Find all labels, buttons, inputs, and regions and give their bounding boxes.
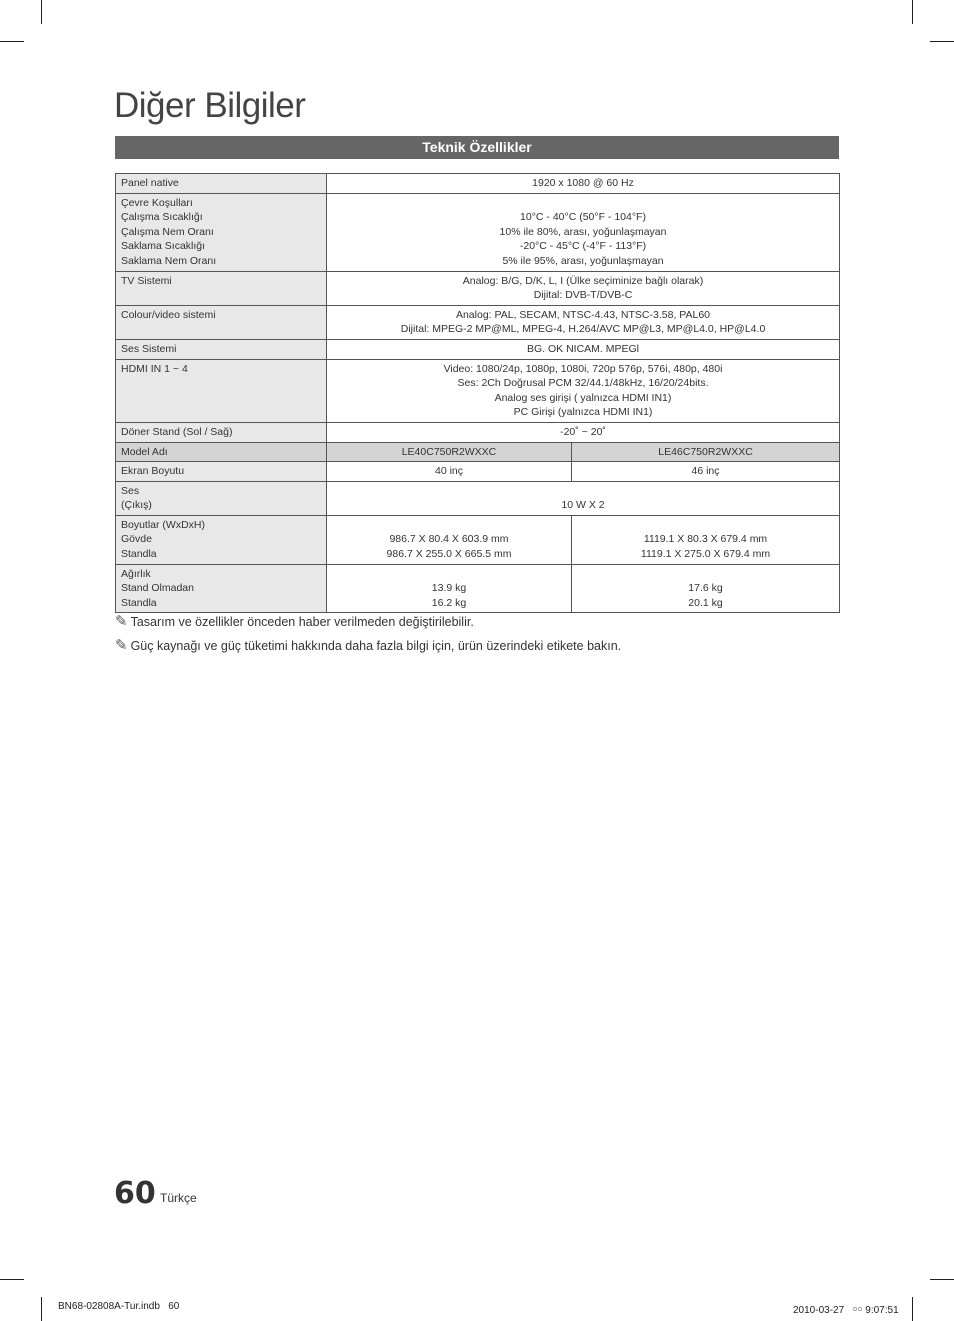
table-row xyxy=(116,462,840,482)
row-value: 10 W X 2 xyxy=(327,481,840,515)
row-value: BG. OK NICAM. MPEGl xyxy=(327,339,840,359)
row-value: 46 inç xyxy=(572,462,840,482)
section-title: Teknik Özellikler xyxy=(115,136,839,159)
row-label: Ekran Boyutu xyxy=(116,462,327,482)
page-title: Diğer Bilgiler xyxy=(114,86,306,125)
footer-timestamp: 2010-03-27 ￮￮ 9:07:51 xyxy=(793,1305,899,1316)
crop-mark xyxy=(0,1279,24,1280)
row-label: Ses Sistemi xyxy=(116,339,327,359)
row-value: Analog: PAL, SECAM, NTSC-4.43, NTSC-3.58, PAL60 Dijital: MPEG-2 MP@ML, MPEG-4, H.264/AVC MP@L3, MP@L4.0, HP@L4.0 xyxy=(327,305,840,339)
row-label: Panel native xyxy=(116,174,327,194)
crop-mark xyxy=(930,41,954,42)
table-row xyxy=(116,515,840,564)
row-value: Video: 1080/24p, 1080p, 1080i, 720p 576p, 576i, 480p, 480i Ses: 2Ch Doğrusal PCM 32/44.1/48kHz, 16/20/24bits. Analog ses girişi ( yalnızca HDMI IN1) PC Girişi (yalnızca HDMI IN1) xyxy=(327,359,840,422)
table-row xyxy=(116,359,840,422)
crop-mark xyxy=(912,0,913,24)
row-value: 1920 x 1080 @ 60 Hz xyxy=(327,174,840,194)
row-value: -20˚ ~ 20˚ xyxy=(327,422,840,442)
row-value: Analog: B/G, D/K, L, I (Ülke seçiminize bağlı olarak) Dijital: DVB-T/DVB-C xyxy=(327,271,840,305)
row-label: Colour/video sistemi xyxy=(116,305,327,339)
row-value: 17.6 kg 20.1 kg xyxy=(572,564,840,613)
row-label: Model Adı xyxy=(116,442,327,462)
table-row xyxy=(116,174,840,194)
table-row xyxy=(116,481,840,515)
row-value: 10°C - 40°C (50°F - 104°F) 10% ile 80%, arası, yoğunlaşmayan -20°C - 45°C (-4°F - 113°F) 5% ile 95%, arası, yoğunlaşmayan xyxy=(327,193,840,271)
row-value: LE46C750R2WXXC xyxy=(572,442,840,462)
footer-file: BN68-02808A-Tur.indb 60 xyxy=(58,1301,180,1312)
table-row xyxy=(116,271,840,305)
row-value: LE40C750R2WXXC xyxy=(327,442,572,462)
row-value: 13.9 kg 16.2 kg xyxy=(327,564,572,613)
pencil-note-icon: ✎ xyxy=(115,637,128,654)
note-text: Tasarım ve özellikler önceden haber verilmeden değiştirilebilir. xyxy=(130,615,474,629)
crop-mark xyxy=(0,41,24,42)
table-row xyxy=(116,305,840,339)
crop-mark xyxy=(912,1297,913,1321)
row-label: HDMI IN 1 ~ 4 xyxy=(116,359,327,422)
table-row xyxy=(116,564,840,613)
row-label: Ağırlık Stand Olmadan Standla xyxy=(116,564,327,613)
row-label: Ses (Çıkış) xyxy=(116,481,327,515)
spec-table xyxy=(115,173,840,613)
page-number: 60 xyxy=(114,1176,156,1211)
note xyxy=(115,636,621,654)
row-value: 1119.1 X 80.3 X 679.4 mm 1119.1 X 275.0 X 679.4 mm xyxy=(572,515,840,564)
page-language: Türkçe xyxy=(160,1191,197,1205)
row-value: 986.7 X 80.4 X 603.9 mm 986.7 X 255.0 X 665.5 mm xyxy=(327,515,572,564)
table-row xyxy=(116,422,840,442)
row-label: Boyutlar (WxDxH) Gövde Standla xyxy=(116,515,327,564)
crop-mark xyxy=(41,0,42,24)
note-text: Güç kaynağı ve güç tüketimi hakkında daha fazla bilgi için, ürün üzerindeki etikete bakın. xyxy=(130,639,622,653)
pencil-note-icon: ✎ xyxy=(115,613,128,630)
crop-mark xyxy=(930,1279,954,1280)
note xyxy=(115,612,474,630)
table-row xyxy=(116,339,840,359)
row-value: 40 inç xyxy=(327,462,572,482)
table-row xyxy=(116,442,840,462)
row-label: TV Sistemi xyxy=(116,271,327,305)
row-label: Döner Stand (Sol / Sağ) xyxy=(116,422,327,442)
crop-mark xyxy=(41,1297,42,1321)
row-label: Çevre Koşulları Çalışma Sıcaklığı Çalışma Nem Oranı Saklama Sıcaklığı Saklama Nem Oranı xyxy=(116,193,327,271)
table-row xyxy=(116,193,840,271)
